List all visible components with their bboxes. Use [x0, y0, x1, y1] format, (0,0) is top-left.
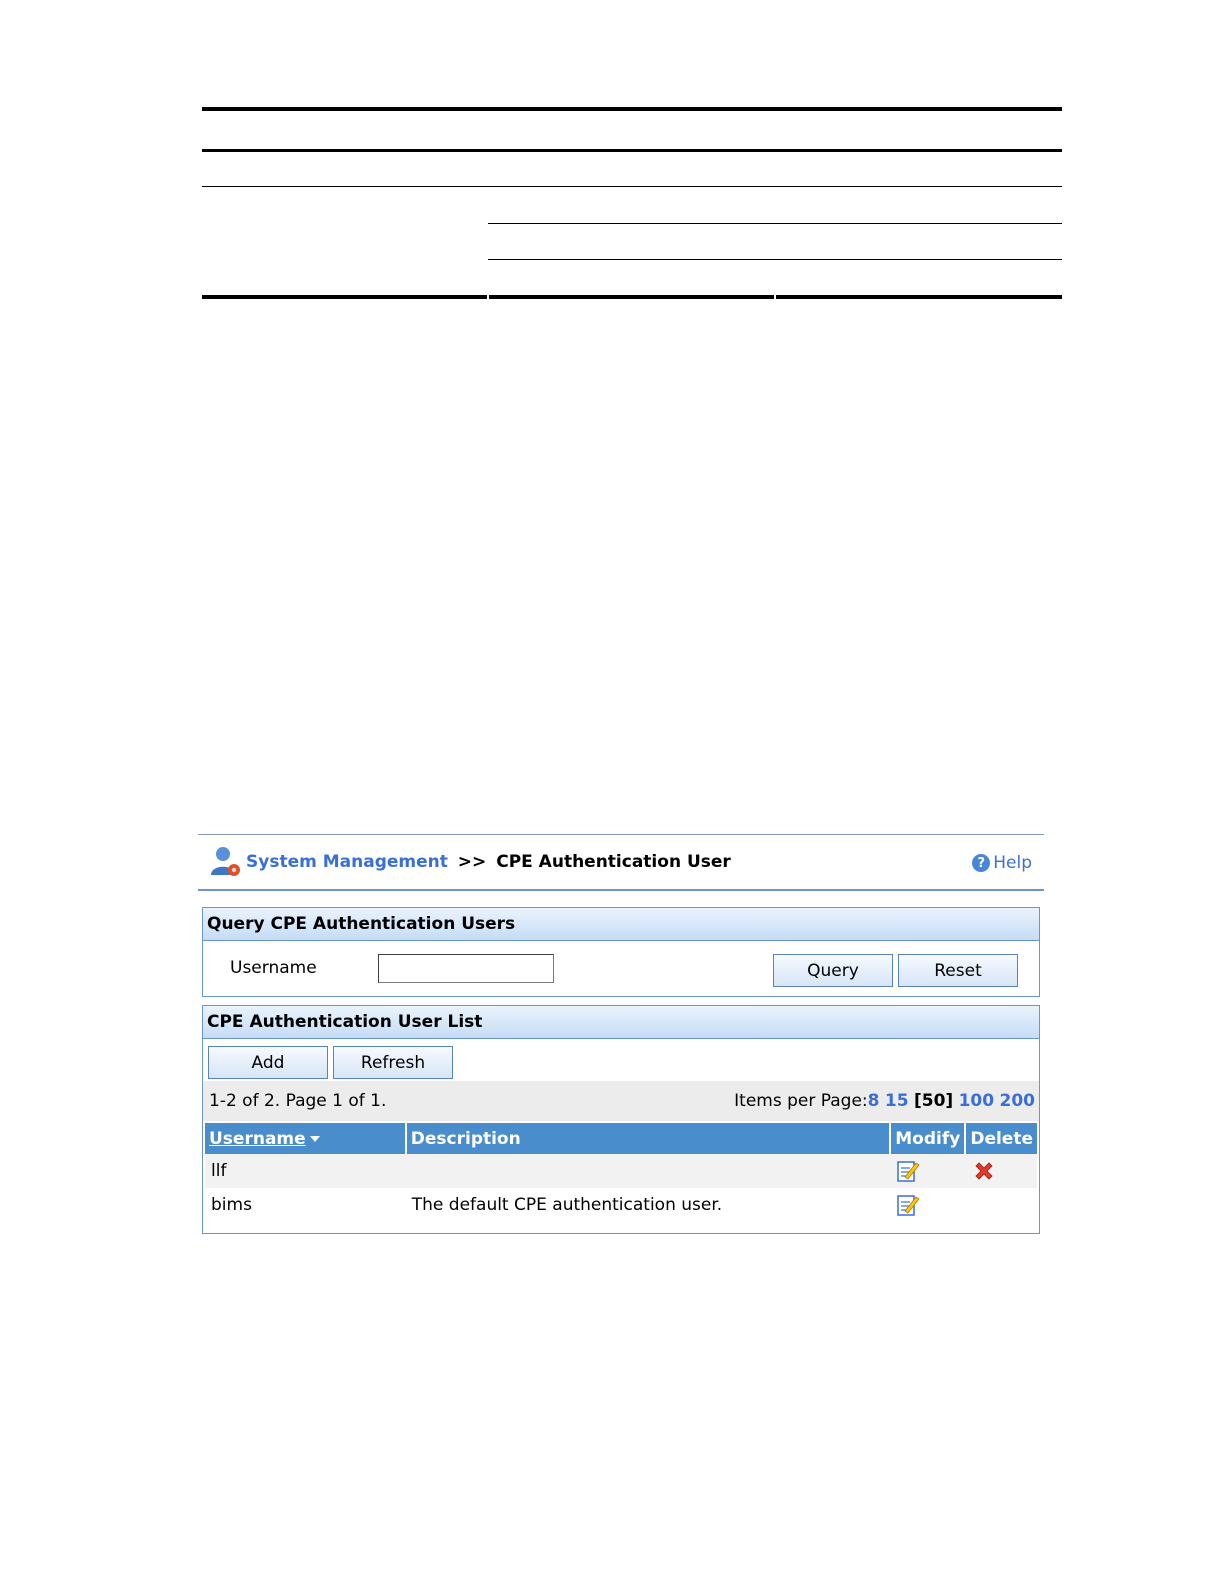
page-size-15[interactable]: 15	[884, 1091, 909, 1111]
table-column-divider	[774, 295, 776, 299]
user-management-icon	[208, 845, 242, 879]
description-cell	[406, 1154, 890, 1188]
query-button[interactable]: Query	[773, 954, 893, 987]
username-label: Username	[230, 958, 317, 978]
delete-icon[interactable]	[973, 1160, 995, 1182]
edit-icon[interactable]	[896, 1159, 920, 1183]
breadcrumb-separator: >>	[457, 852, 487, 872]
page-header	[198, 835, 1044, 889]
cpe-auth-user-screen	[198, 834, 1044, 1236]
items-per-page-label: Items per Page:	[734, 1091, 868, 1111]
user-table	[205, 1123, 1037, 1222]
pagination-bar	[203, 1081, 1039, 1121]
table-column-divider	[487, 295, 489, 299]
query-panel	[202, 907, 1040, 997]
description-cell: The default CPE authentication user.	[411, 1195, 723, 1215]
breadcrumb	[246, 852, 731, 872]
table-row-rule	[488, 259, 1062, 260]
column-delete: Delete	[965, 1123, 1037, 1154]
column-username[interactable]	[205, 1123, 406, 1154]
username-input[interactable]	[378, 954, 554, 983]
table-row	[205, 1188, 1037, 1222]
breadcrumb-system-management[interactable]: System Management	[246, 852, 448, 872]
table-top-rule	[202, 107, 1062, 111]
help-label: Help	[993, 853, 1032, 873]
items-per-page	[734, 1091, 1035, 1111]
help-link[interactable]	[972, 853, 1032, 873]
page-size-100[interactable]: 100	[958, 1091, 995, 1111]
table-row	[205, 1154, 1037, 1188]
page-size-8[interactable]: 8	[867, 1091, 880, 1111]
reset-button[interactable]: Reset	[898, 954, 1018, 987]
delete-cell	[965, 1154, 1037, 1188]
table-header-rule	[202, 149, 1062, 152]
table-row-rule	[202, 186, 1062, 187]
table-row-rule	[488, 223, 1062, 224]
modify-cell	[890, 1188, 965, 1222]
page-size-50-current: [50]	[913, 1091, 954, 1111]
modify-cell	[890, 1154, 965, 1188]
page-title: CPE Authentication User	[496, 852, 731, 872]
column-description: Description	[406, 1123, 890, 1154]
help-icon: ?	[972, 854, 990, 872]
table-bottom-rule	[202, 295, 1062, 299]
sort-down-icon	[310, 1136, 320, 1142]
page-size-200[interactable]: 200	[999, 1091, 1035, 1111]
username-cell: llf	[205, 1154, 406, 1188]
user-list-panel	[202, 1005, 1040, 1234]
pagination-summary: 1-2 of 2. Page 1 of 1.	[209, 1091, 387, 1111]
column-username-label: Username	[209, 1128, 306, 1149]
document-table	[202, 107, 1062, 299]
username-cell: bims	[211, 1195, 252, 1215]
query-panel-title: Query CPE Authentication Users	[203, 908, 1039, 941]
edit-icon[interactable]	[896, 1193, 920, 1217]
user-list-title: CPE Authentication User List	[203, 1006, 1039, 1039]
add-button[interactable]: Add	[208, 1046, 328, 1079]
header-divider	[198, 889, 1044, 891]
delete-cell	[965, 1188, 1037, 1222]
refresh-button[interactable]: Refresh	[333, 1046, 453, 1079]
table-header-row	[205, 1123, 1037, 1154]
column-modify: Modify	[890, 1123, 965, 1154]
